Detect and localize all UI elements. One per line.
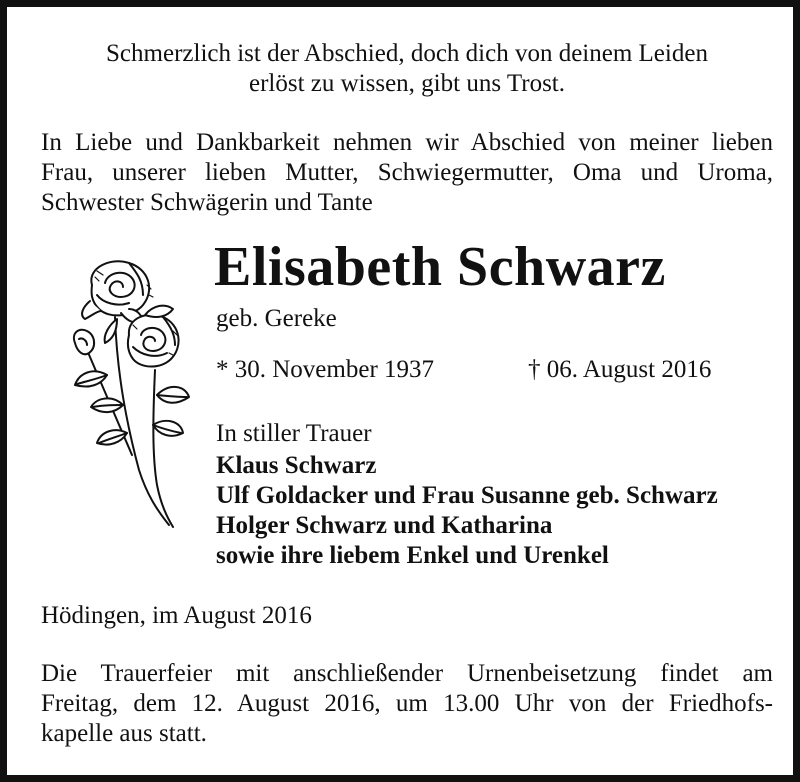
ceremony-line: kapelle aus statt.	[41, 720, 207, 747]
ceremony-info	[41, 659, 773, 749]
dedication-line: Schwester Schwägerin und Tante	[41, 189, 373, 216]
mourner-entry: Ulf Goldacker und Frau Susanne geb. Schwarz	[216, 482, 718, 509]
dedication-text	[41, 128, 773, 218]
ceremony-line: Die Trauerfeier mit anschließender Urnenbeisetzung findet am	[41, 660, 773, 687]
deceased-name: Elisabeth Schwarz	[214, 236, 666, 298]
place-date: Hödingen, im August 2016	[41, 602, 312, 629]
roses-icon	[57, 255, 207, 535]
birth-date: * 30. November 1937	[216, 356, 435, 383]
mourning-intro: In stiller Trauer	[216, 420, 372, 447]
intro-verse	[41, 39, 773, 99]
mourner-entry: Holger Schwarz und Katharina	[216, 512, 553, 539]
maiden-name: geb. Gereke	[216, 305, 337, 332]
intro-line: erlöst zu wissen, gibt uns Trost.	[248, 70, 565, 97]
mourners-list	[216, 451, 718, 571]
mourner-entry: Klaus Schwarz	[216, 452, 377, 479]
intro-line: Schmerzlich ist der Abschied, doch dich von deinem Leiden	[106, 40, 708, 67]
ceremony-line: Freitag, dem 12. August 2016, um 13.00 Uhr von der Friedhofs-	[41, 690, 773, 717]
dedication-line: In Liebe und Dankbarkeit nehmen wir Abschied von meiner lieben	[41, 129, 773, 156]
dedication-line: Frau, unserer lieben Mutter, Schwiegermutter, Oma und Uroma,	[41, 159, 773, 186]
mourner-entry: sowie ihre liebem Enkel und Urenkel	[216, 542, 609, 569]
death-date: † 06. August 2016	[528, 356, 712, 383]
